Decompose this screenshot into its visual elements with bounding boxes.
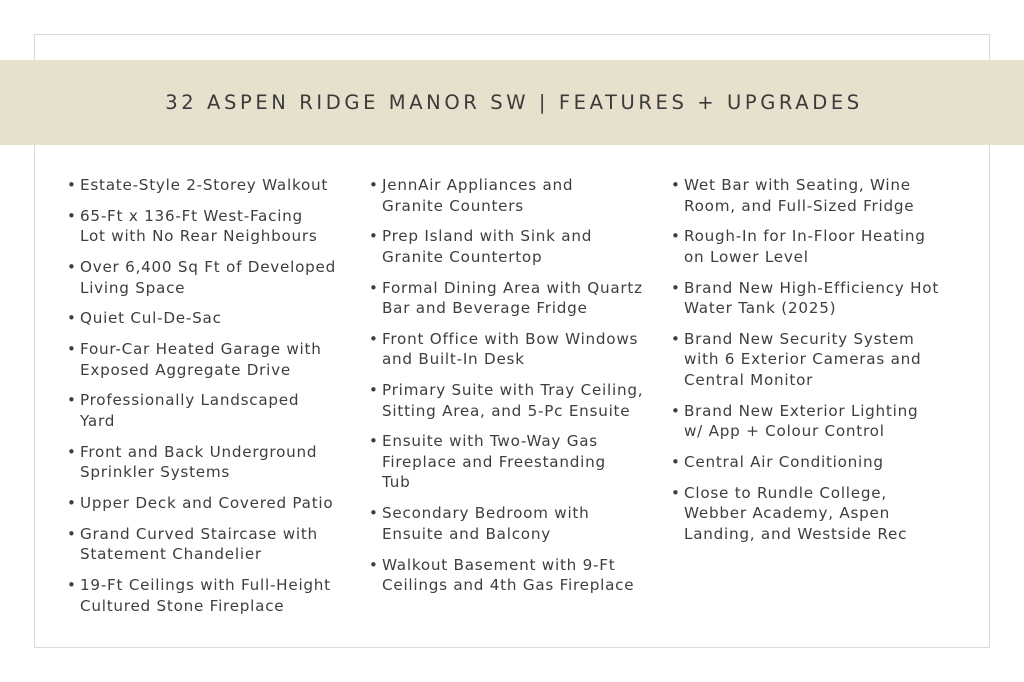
bullet-icon: • — [67, 391, 77, 410]
feature-item-text: Living Space — [80, 278, 186, 297]
feature-item-text: Ensuite and Balcony — [382, 524, 551, 543]
feature-item — [368, 175, 668, 216]
bullet-icon: • — [671, 278, 681, 297]
feature-item — [670, 483, 970, 545]
feature-item — [368, 278, 668, 319]
feature-item-text: Upper Deck and Covered Patio — [80, 494, 334, 513]
feature-item — [670, 278, 970, 319]
bullet-icon: • — [67, 576, 77, 595]
feature-item-text: Sprinkler Systems — [80, 463, 231, 482]
feature-item-text: Wet Bar with Seating, Wine — [684, 176, 911, 194]
bullet-icon: • — [369, 176, 379, 194]
bullet-icon: • — [671, 227, 681, 246]
feature-item-text: Granite Counters — [382, 196, 524, 215]
bullet-icon: • — [67, 309, 77, 328]
bullet-icon: • — [369, 432, 379, 451]
feature-item — [670, 329, 970, 391]
bullet-icon: • — [369, 504, 379, 523]
feature-item — [368, 329, 668, 370]
feature-item-text: Primary Suite with Tray Ceiling, — [382, 381, 644, 400]
feature-item-text: on Lower Level — [684, 247, 809, 266]
features-column-1 — [66, 175, 366, 626]
feature-item-text: Professionally Landscaped — [80, 391, 300, 410]
feature-item-text: Exposed Aggregate Drive — [80, 360, 291, 379]
feature-item-text: Water Tank (2025) — [684, 299, 837, 318]
feature-item — [670, 175, 970, 216]
features-column-3 — [670, 175, 970, 555]
bullet-icon: • — [671, 176, 681, 194]
feature-item — [66, 442, 366, 483]
feature-item-text: Sitting Area, and 5-Pc Ensuite — [382, 401, 631, 420]
feature-item-text: Lot with No Rear Neighbours — [80, 227, 318, 246]
feature-item-text: w/ App + Colour Control — [684, 422, 885, 441]
feature-item-text: Front and Back Underground — [80, 442, 318, 461]
feature-item — [66, 206, 366, 247]
feature-item-text: Over 6,400 Sq Ft of Developed — [80, 258, 337, 277]
feature-item-text: Landing, and Westside Rec — [684, 524, 908, 543]
feature-item-text: Formal Dining Area with Quartz — [382, 278, 643, 297]
feature-item — [66, 575, 366, 616]
feature-item — [368, 431, 668, 493]
feature-item-text: 65-Ft x 136-Ft West-Facing — [80, 206, 303, 225]
feature-item-text: Secondary Bedroom with — [382, 504, 590, 523]
bullet-icon: • — [67, 206, 77, 225]
feature-item — [66, 524, 366, 565]
bullet-icon: • — [67, 442, 77, 461]
feature-item-text: 19-Ft Ceilings with Full-Height — [80, 576, 331, 595]
feature-item — [66, 390, 366, 431]
bullet-icon: • — [671, 452, 681, 471]
title-banner — [0, 60, 1024, 145]
bullet-icon: • — [369, 227, 379, 246]
feature-item-text: Ensuite with Two-Way Gas — [382, 432, 598, 451]
feature-item-text: Close to Rundle College, — [684, 483, 887, 502]
feature-item-text: Walkout Basement with 9-Ft — [382, 555, 616, 574]
feature-item-text: with 6 Exterior Cameras and — [684, 350, 922, 369]
bullet-icon: • — [671, 483, 681, 502]
feature-item — [66, 339, 366, 380]
feature-item-text: Rough-In for In-Floor Heating — [684, 227, 926, 246]
feature-item-text: Brand New Security System — [684, 329, 915, 348]
feature-item-text: Estate-Style 2-Storey Walkout — [80, 176, 329, 194]
feature-item-text: Front Office with Bow Windows — [382, 329, 639, 348]
page-title: 32 ASPEN RIDGE MANOR SW | FEATURES + UPGRADES — [165, 91, 863, 114]
bullet-icon: • — [369, 329, 379, 348]
feature-item-text: Cultured Stone Fireplace — [80, 596, 285, 615]
bullet-icon: • — [67, 494, 77, 513]
feature-item — [670, 452, 970, 473]
feature-item-text: and Built-In Desk — [382, 350, 525, 369]
feature-item — [368, 555, 668, 596]
feature-item-text: Room, and Full-Sized Fridge — [684, 196, 915, 215]
bullet-icon: • — [67, 176, 77, 194]
feature-item-text: Statement Chandelier — [80, 545, 262, 564]
feature-item — [368, 503, 668, 544]
feature-item-text: Brand New High-Efficiency Hot — [684, 278, 940, 297]
feature-item-text: Quiet Cul-De-Sac — [80, 309, 222, 328]
feature-item-text: Four-Car Heated Garage with — [80, 340, 322, 359]
feature-item — [66, 308, 366, 329]
feature-item-text: Webber Academy, Aspen — [684, 504, 891, 523]
feature-item — [670, 401, 970, 442]
feature-item-text: Brand New Exterior Lighting — [684, 401, 919, 420]
feature-item — [368, 380, 668, 421]
feature-item-text: Fireplace and Freestanding — [382, 452, 606, 471]
feature-item-text: Prep Island with Sink and — [382, 227, 593, 246]
feature-item-text: Grand Curved Staircase with — [80, 524, 318, 543]
bullet-icon: • — [369, 278, 379, 297]
feature-item-text: Central Air Conditioning — [684, 452, 884, 471]
bullet-icon: • — [369, 381, 379, 400]
feature-item-text: Central Monitor — [684, 370, 814, 389]
feature-item — [670, 226, 970, 267]
feature-item-text: Yard — [80, 411, 116, 430]
feature-item — [66, 175, 366, 196]
feature-item-text: Granite Countertop — [382, 247, 543, 266]
features-column-2 — [368, 175, 668, 606]
feature-item — [66, 257, 366, 298]
feature-item-text: Bar and Beverage Fridge — [382, 299, 588, 318]
feature-item-text: JennAir Appliances and — [382, 176, 574, 194]
feature-item — [66, 493, 366, 514]
bullet-icon: • — [67, 524, 77, 543]
bullet-icon: • — [67, 340, 77, 359]
feature-item — [368, 226, 668, 267]
bullet-icon: • — [671, 329, 681, 348]
feature-item-text: Tub — [382, 473, 411, 492]
bullet-icon: • — [369, 555, 379, 574]
feature-item-text: Ceilings and 4th Gas Fireplace — [382, 576, 635, 595]
bullet-icon: • — [671, 401, 681, 420]
bullet-icon: • — [67, 258, 77, 277]
